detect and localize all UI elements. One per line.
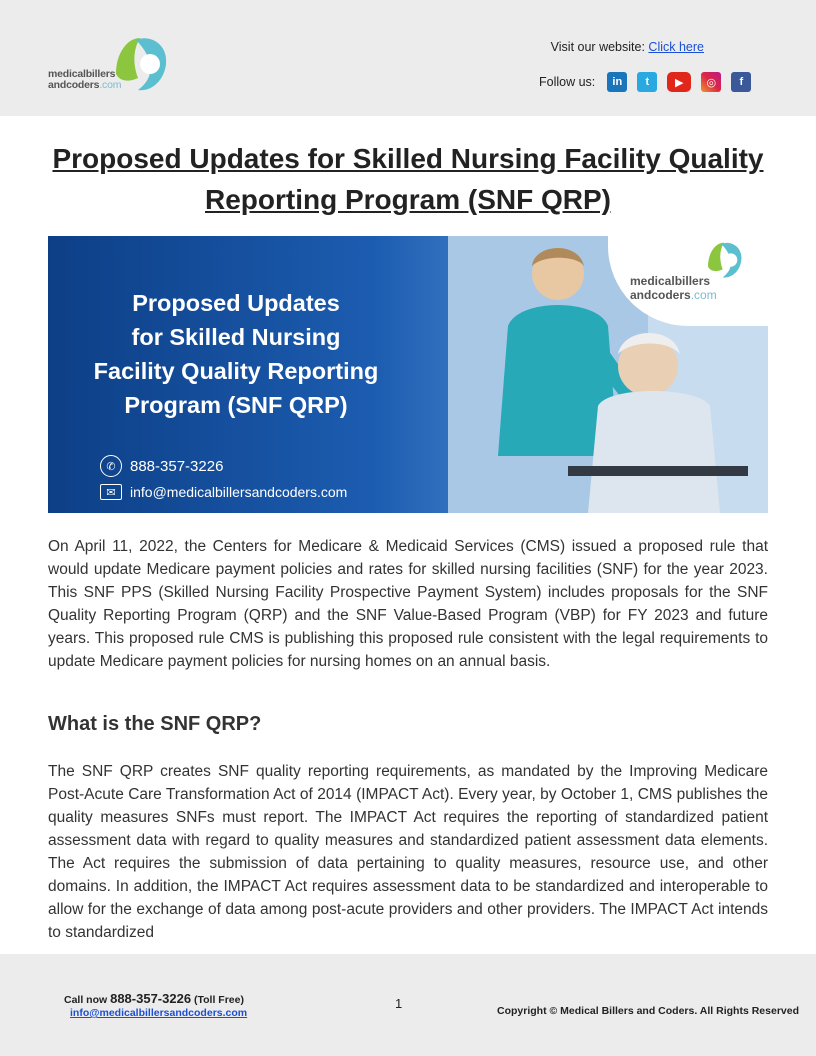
page-footer	[0, 954, 816, 1056]
company-logo	[48, 34, 178, 98]
follow-us	[539, 72, 751, 92]
banner-logo-main: andcoders	[630, 288, 691, 302]
mail-icon: ✉	[100, 484, 122, 500]
banner-title-line4: Program (SNF QRP)	[124, 392, 348, 418]
intro-paragraph: On April 11, 2022, the Centers for Medicare & Medicaid Services (CMS) issued a proposed rule that would update Medicare payment policies and rates for skilled nursing facilities (SNF) for the year 2023. This SNF PPS (Skilled Nursing Facility Prospective Payment System) includes proposals for the SNF Quality Reporting Program (QRP) and the SNF Value-Based Program (VBP) for FY 2023 and future years. This proposed rule CMS is publishing this proposed rule consistent with the legal requirements to update Medicare payment policies for nursing homes on an annual basis.	[48, 538, 768, 670]
banner-logo-line1: medicalbillers	[630, 274, 711, 288]
section-heading: What is the SNF QRP?	[48, 713, 262, 735]
follow-label: Follow us:	[539, 75, 596, 89]
facebook-icon[interactable]: f	[731, 72, 751, 92]
logo-text-line1: medicalbillers	[48, 68, 116, 80]
visit-website	[551, 40, 704, 54]
page-number: 1	[395, 996, 403, 1011]
youtube-icon[interactable]: ▶	[667, 72, 691, 92]
logo-text-suffix: .com	[99, 79, 122, 91]
body-paragraph: The SNF QRP creates SNF quality reporting requirements, as mandated by the Improving Medicare Post-Acute Care Transformation Act of 2014 (IMPACT Act). Every year, by October 1, CMS publishes the quality measures SNFs must report. The IMPACT Act requires the reporting of standardized patient assessment data with regard to quality measures and standardized patient assessment data elements. The Act requires the submission of data pertaining to quality measures, resource use, and other domains. In addition, the IMPACT Act requires assessment data to be standardized and interoperable to allow for the exchange of data among post-acute providers and other providers. The IMPACT Act intends to standardized	[48, 763, 768, 941]
banner-title-line2: for Skilled Nursing	[131, 324, 341, 350]
footer-phone: 888-357-3226	[110, 991, 192, 1006]
linkedin-icon[interactable]: in	[607, 72, 627, 92]
banner-phone	[100, 455, 223, 477]
banner-title-line3: Facility Quality Reporting	[93, 358, 379, 384]
copyright-text: Copyright © Medical Billers and Coders. All Rights Reserved	[497, 1005, 799, 1017]
banner-email	[100, 484, 347, 500]
footer-call	[64, 991, 244, 1006]
banner-title	[66, 286, 406, 422]
logo-text-main: andcoders	[48, 79, 100, 91]
website-link[interactable]: Click here	[648, 40, 704, 54]
page-title: Proposed Updates for Skilled Nursing Facility Quality Reporting Program (SNF QRP)	[52, 143, 764, 215]
twitter-icon[interactable]: t	[637, 72, 657, 92]
banner-phone-text: 888-357-3226	[130, 457, 224, 475]
toll-free-label: (Toll Free)	[193, 994, 244, 1006]
logo-text-line2	[48, 80, 121, 91]
banner-logo-suffix: .com	[690, 288, 717, 302]
phone-icon: ✆	[100, 455, 122, 477]
footer-email-link[interactable]: info@medicalbillersandcoders.com	[70, 1007, 248, 1019]
banner-email-text: info@medicalbillersandcoders.com	[130, 484, 348, 500]
page-header	[0, 0, 816, 116]
banner-title-line1: Proposed Updates	[132, 290, 340, 316]
banner-logo-line2	[630, 288, 717, 302]
hero-banner	[48, 236, 768, 513]
call-prefix: Call now	[64, 994, 108, 1006]
instagram-icon[interactable]: ◎	[701, 72, 721, 92]
visit-label: Visit our website:	[550, 40, 645, 54]
